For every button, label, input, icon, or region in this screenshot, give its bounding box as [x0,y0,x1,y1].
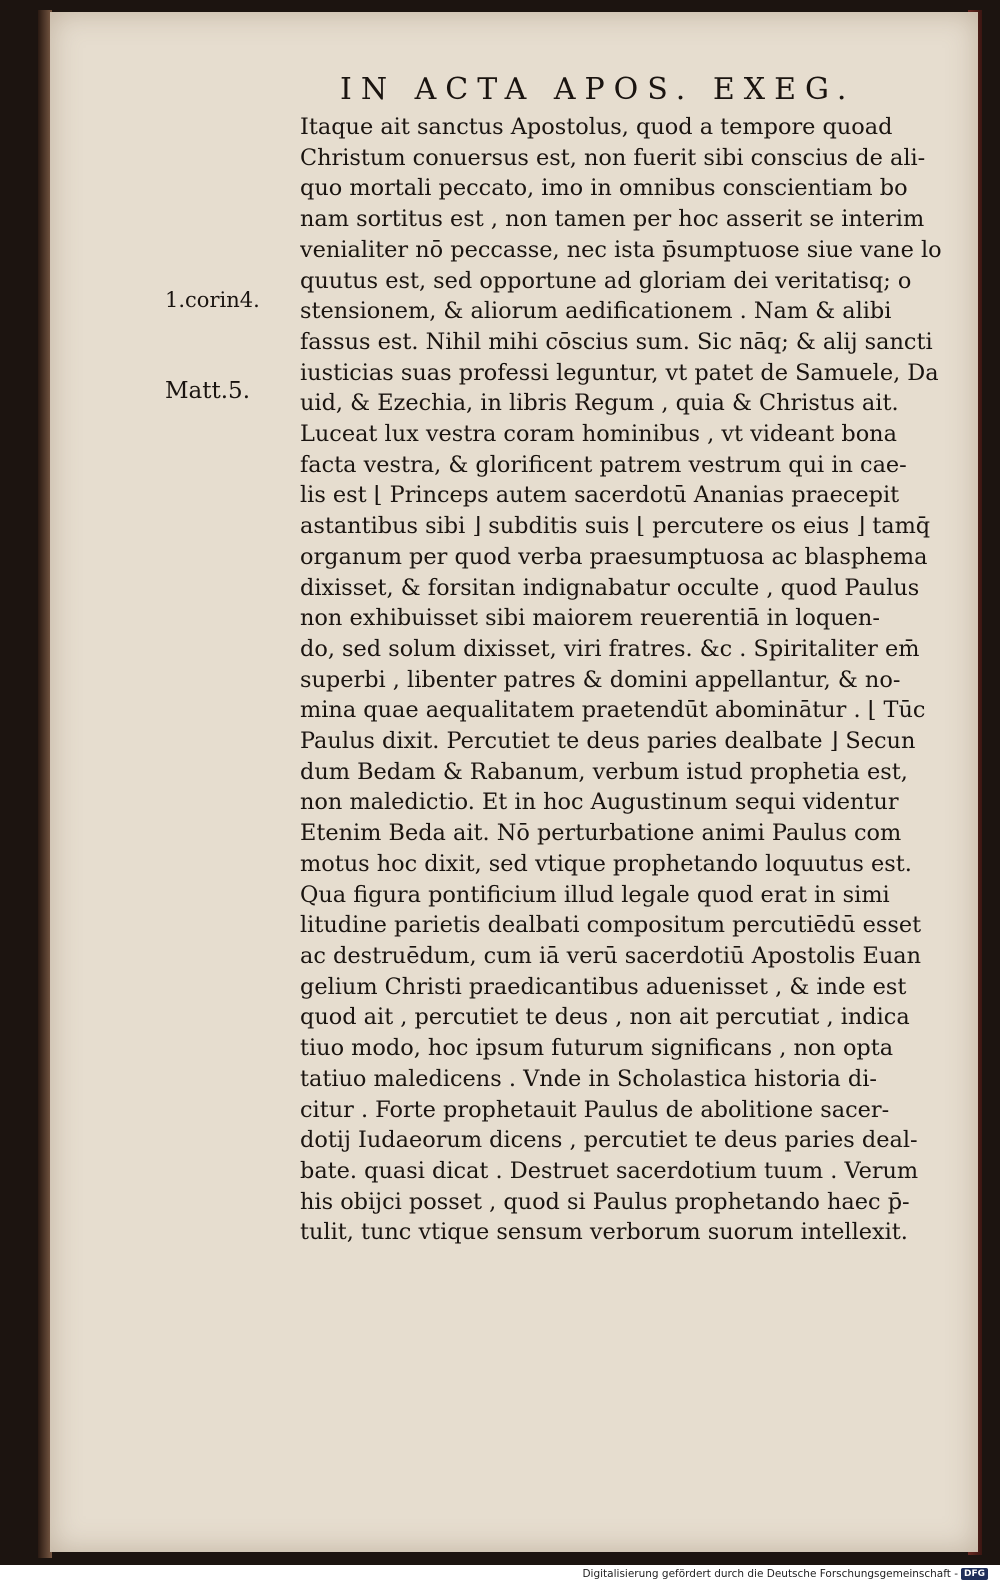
text-line: Paulus dixit. Percutiet te deus paries dealbate ⌋ Secun [300,728,916,755]
text-line: motus hoc dixit, sed vtique prophetando loquutus est. [300,850,912,877]
text-line: citur . Forte prophetauit Paulus de abolitione sacer- [300,1096,890,1123]
text-line: fassus est. Nihil mihi cōscius sum. Sic nāq; & alij sancti [300,328,933,355]
margin-note-matthew: Matt.5. [165,378,251,404]
text-line: superbi , libenter patres & domini appellantur, & no- [300,666,901,693]
text-line: dotij Iudaeorum dicens , percutiet te deus paries deal- [300,1127,918,1154]
text-line: non exhibuisset sibi maiorem reuerentiā in loquen- [300,605,880,632]
text-line: tiuo modo, hoc ipsum futurum significans , non opta [300,1035,894,1062]
text-line: quutus est, sed opportune ad gloriam dei veritatisq; o [300,267,912,294]
text-line: quod ait , percutiet te deus , non ait percutiat , indica [300,1004,910,1031]
text-line: mina quae aequalitatem praetendūt abominātur . ⌊ Tūc [300,697,926,724]
digitization-credit [582,1568,988,1580]
text-line: Qua figura pontificium illud legale quod erat in simi [300,881,890,908]
text-line: quo mortali peccato, imo in omnibus conscientiam bo [300,175,908,202]
text-line: do, sed solum dixisset, viri fratres. &c . Spiritaliter em̄ [300,635,920,662]
text-line: tatiuo maledicens . Vnde in Scholastica historia di- [300,1065,877,1092]
text-line: organum per quod verba praesumptuosa ac blasphema [300,543,928,570]
text-line: Etenim Beda ait. Nō perturbatione animi Paulus com [300,820,902,847]
credit-text: Digitalisierung gefördert durch die Deutsche Forschungsgemeinschaft - [582,1568,958,1580]
body-text [300,112,975,1248]
margin-note-corinthians: 1.corin4. [165,288,260,312]
text-line: Itaque ait sanctus Apostolus, quod a tempore quoad [300,114,893,140]
text-line: ac destruēdum, cum iā verū sacerdotiū Apostolis Euan [300,942,922,969]
text-line: nam sortitus est , non tamen per hoc asserit se interim [300,206,925,233]
book-page [50,12,978,1552]
text-line: dixisset, & forsitan indignabatur occulte , quod Paulus [300,574,920,601]
text-line: facta vestra, & glorificent patrem vestrum qui in cae- [300,451,907,478]
text-line: gelium Christi praedicantibus aduenisset , & inde est [300,973,907,1000]
text-line: Luceat lux vestra coram hominibus , vt videant bona [300,421,897,448]
text-line: venialiter nō peccasse, nec ista p̄sumptuose siue vane lo [300,236,942,263]
text-line: iusticias suas professi leguntur, vt patet de Samuele, Da [300,359,939,386]
text-line: non maledictio. Et in hoc Augustinum sequi videntur [300,789,899,816]
text-line: uid, & Ezechia, in libris Regum , quia & Christus ait. [300,390,899,417]
dfg-logo: DFG [961,1568,988,1580]
text-line: stensionem, & aliorum aedificationem . Nam & alibi [300,298,892,325]
text-line: astantibus sibi ⌋ subditis suis ⌊ percutere os eius ⌋ tamq̄ [300,513,931,540]
running-head: IN ACTA APOS. EXEG. [340,72,856,107]
text-line: his obijci posset , quod si Paulus prophetando haec p̄- [300,1188,910,1215]
text-line: tulit, tunc vtique sensum verborum suorum intellexit. [300,1219,908,1246]
text-line: bate. quasi dicat . Destruet sacerdotium tuum . Verum [300,1157,919,1184]
text-line: lis est ⌊ Princeps autem sacerdotū Ananias praecepit [300,482,900,509]
text-line: dum Bedam & Rabanum, verbum istud prophetia est, [300,758,908,785]
text-line: Christum conuersus est, non fuerit sibi conscius de ali- [300,144,926,171]
text-line: litudine parietis dealbati compositum percutiēdū esset [300,912,922,939]
